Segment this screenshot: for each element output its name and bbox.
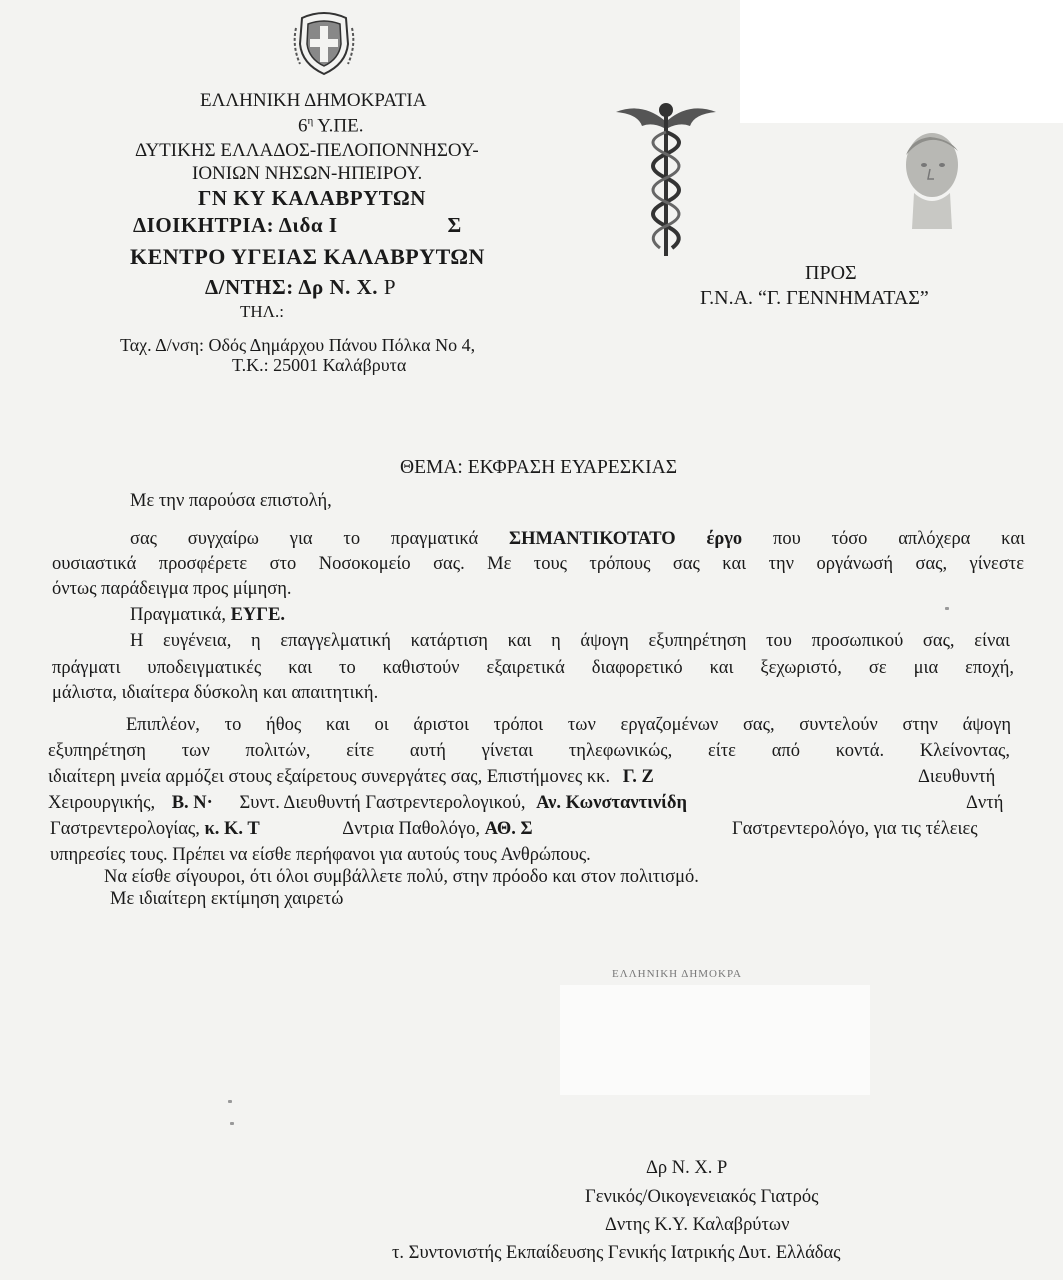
body-line (48, 766, 1010, 789)
header-region-line-1: ΔΥΤΙΚΗΣ ΕΛΛΑΔΟΣ-ΠΕΛΟΠΟΝΝΗΣΟΥ- (135, 140, 479, 161)
header-postal: Τ.Κ.: 25001 Καλάβρυτα (232, 355, 407, 375)
body-line: Να είσθε σίγουροι, ότι όλοι συμβάλλετε πολύ, στην πρόοδο και στον πολιτισμό. (104, 867, 699, 887)
header-director-label: ΔΙΟΙΚΗΤΡΙΑ: Διδα Ι (133, 213, 338, 237)
body-name: Γ. Ζ (622, 767, 654, 787)
body-text-span: Δντρια Παθολόγο, (342, 819, 480, 839)
body-text-span: ιδιαίτερη μνεία αρμόζει στους εξαίρετους συνεργάτες σας, Επιστήμονες κκ. (48, 767, 611, 787)
header-phone: ΤΗΛ.: (240, 302, 284, 321)
header-health-center: ΚΕΝΤΡΟ ΥΓΕΙΑΣ ΚΑΛΑΒΡΥΤΩΝ (130, 244, 485, 269)
redaction-area-stamp (560, 985, 870, 1095)
recipient-hospital: Γ.Ν.Α. “Γ. ΓΕΝΝΗΜΑΤΑΣ” (700, 287, 929, 309)
header-ype (298, 115, 364, 137)
scan-speck (945, 607, 949, 610)
scan-speck (228, 1100, 232, 1103)
scan-speck (230, 1122, 234, 1125)
body-line: Η ευγένεια, η επαγγελματική κατάρτιση και η άψογη εξυπηρέτηση του προσωπικού σας, είναι (130, 631, 1010, 651)
body-line: υπηρεσίες τους. Πρέπει να είσθε περήφανοι για αυτούς τους Ανθρώπους. (50, 845, 591, 865)
signature-title-3: τ. Συντονιστής Εκπαίδευσης Γενικής Ιατρικής Δυτ. Ελλάδας (392, 1243, 841, 1263)
body-line: μάλιστα, ιδιαίτερα δύσκολη και απαιτητική. (52, 683, 379, 703)
body-line: Με την παρούσα επιστολή, (130, 491, 332, 511)
header-republic: ΕΛΛΗΝΙΚΗ ΔΗΜΟΚΡΑΤΙΑ (200, 90, 427, 111)
header-head (205, 275, 396, 300)
hygeia-bust-icon (890, 125, 970, 235)
subject-line: ΘΕΜΑ: ΕΚΦΡΑΣΗ ΕΥΑΡΕΣΚΙΑΣ (400, 457, 678, 478)
body-line: εξυπηρέτηση των πολιτών, είτε αυτή γίνεται τηλεφωνικώς, είτε από κοντά. Κλείνοντας, (48, 741, 1010, 761)
recipient-to: ΠΡΟΣ (805, 262, 857, 284)
body-text-span: σας συγχαίρω για το πραγματικά (130, 529, 509, 549)
header-head-label: Δ/ΝΤΗΣ: Δρ Ν. Χ. (205, 275, 379, 299)
body-emphasis: ΣΗΜΑΝΤΙΚΟΤΑΤΟ έργο (508, 529, 743, 549)
header-director (133, 213, 462, 238)
header-hospital: ΓΝ ΚΥ ΚΑΛΑΒΡΥΤΩΝ (198, 186, 426, 210)
body-text-span: Χειρουργικής, (48, 793, 156, 813)
body-line (50, 818, 1012, 841)
signature-name: Δρ Ν. Χ. Ρ (646, 1158, 728, 1178)
body-line (130, 528, 1025, 551)
body-emphasis: ΕΥΓΕ. (230, 605, 286, 625)
header-head-tail: Ρ (383, 275, 396, 299)
header-ype-rest: Υ.ΠΕ. (313, 115, 364, 137)
body-name: Αν. Κωνσταντινίδη (536, 793, 688, 813)
body-text-span: Πραγματικά, (130, 605, 231, 625)
signature-title-2: Δντης Κ.Υ. Καλαβρύτων (605, 1215, 790, 1235)
body-text-span: Δντή (966, 793, 1004, 813)
caduceus-icon (612, 92, 720, 262)
body-name: κ. Κ. Τ (204, 819, 260, 839)
body-line: Με ιδιαίτερη εκτίμηση χαιρετώ (110, 889, 344, 909)
header-ype-suffix: η (307, 115, 314, 127)
redaction-area-top-right (740, 0, 1063, 123)
stamp-fragment: ΕΛΛΗΝΙΚΗ ΔΗΜΟΚΡΑ (612, 968, 743, 980)
body-name: Β. Ν· (171, 793, 213, 813)
body-line (130, 604, 285, 627)
signature-title-1: Γενικός/Οικογενειακός Γιατρός (585, 1187, 819, 1207)
greek-coat-of-arms-icon (290, 10, 358, 78)
body-text-span: Διευθυντή (918, 767, 996, 787)
body-text-span: Συντ. Διευθυντή Γαστρεντερολογικού, (239, 793, 526, 813)
body-line: πράγματι υποδειγματικές και το καθιστούν εξαιρετικά διαφορετικό και ξεχωριστό, σε μια εποχή, (52, 658, 1014, 678)
header-region-line-2: ΙΟΝΙΩΝ ΝΗΣΩΝ-ΗΠΕΙΡΟΥ. (192, 163, 423, 184)
body-text-span: που τόσο απλόχερα και (742, 529, 1025, 549)
body-text-span: Γαστρεντερολόγο, για τις τέλειες (732, 819, 978, 839)
header-ype-number: 6 (298, 115, 308, 137)
header-address: Ταχ. Δ/νση: Οδός Δημάρχου Πάνου Πόλκα Νο 4, (120, 335, 476, 355)
body-line (48, 792, 1010, 815)
body-name: ΑΘ. Σ (484, 819, 533, 839)
body-line: όντως παράδειγμα προς μίμηση. (52, 579, 292, 599)
body-text-span: Γαστρεντερολογίας, (50, 819, 200, 839)
body-line: Επιπλέον, το ήθος και οι άριστοι τρόποι των εργαζομένων σας, συντελούν στην άψογη (126, 715, 1011, 735)
body-line: ουσιαστικά προσφέρετε στο Νοσοκομείο σας. Με τους τρόπους σας και την οργάνωσή σας, γίνεστε (52, 554, 1024, 574)
header-director-tail: Σ (447, 213, 462, 237)
